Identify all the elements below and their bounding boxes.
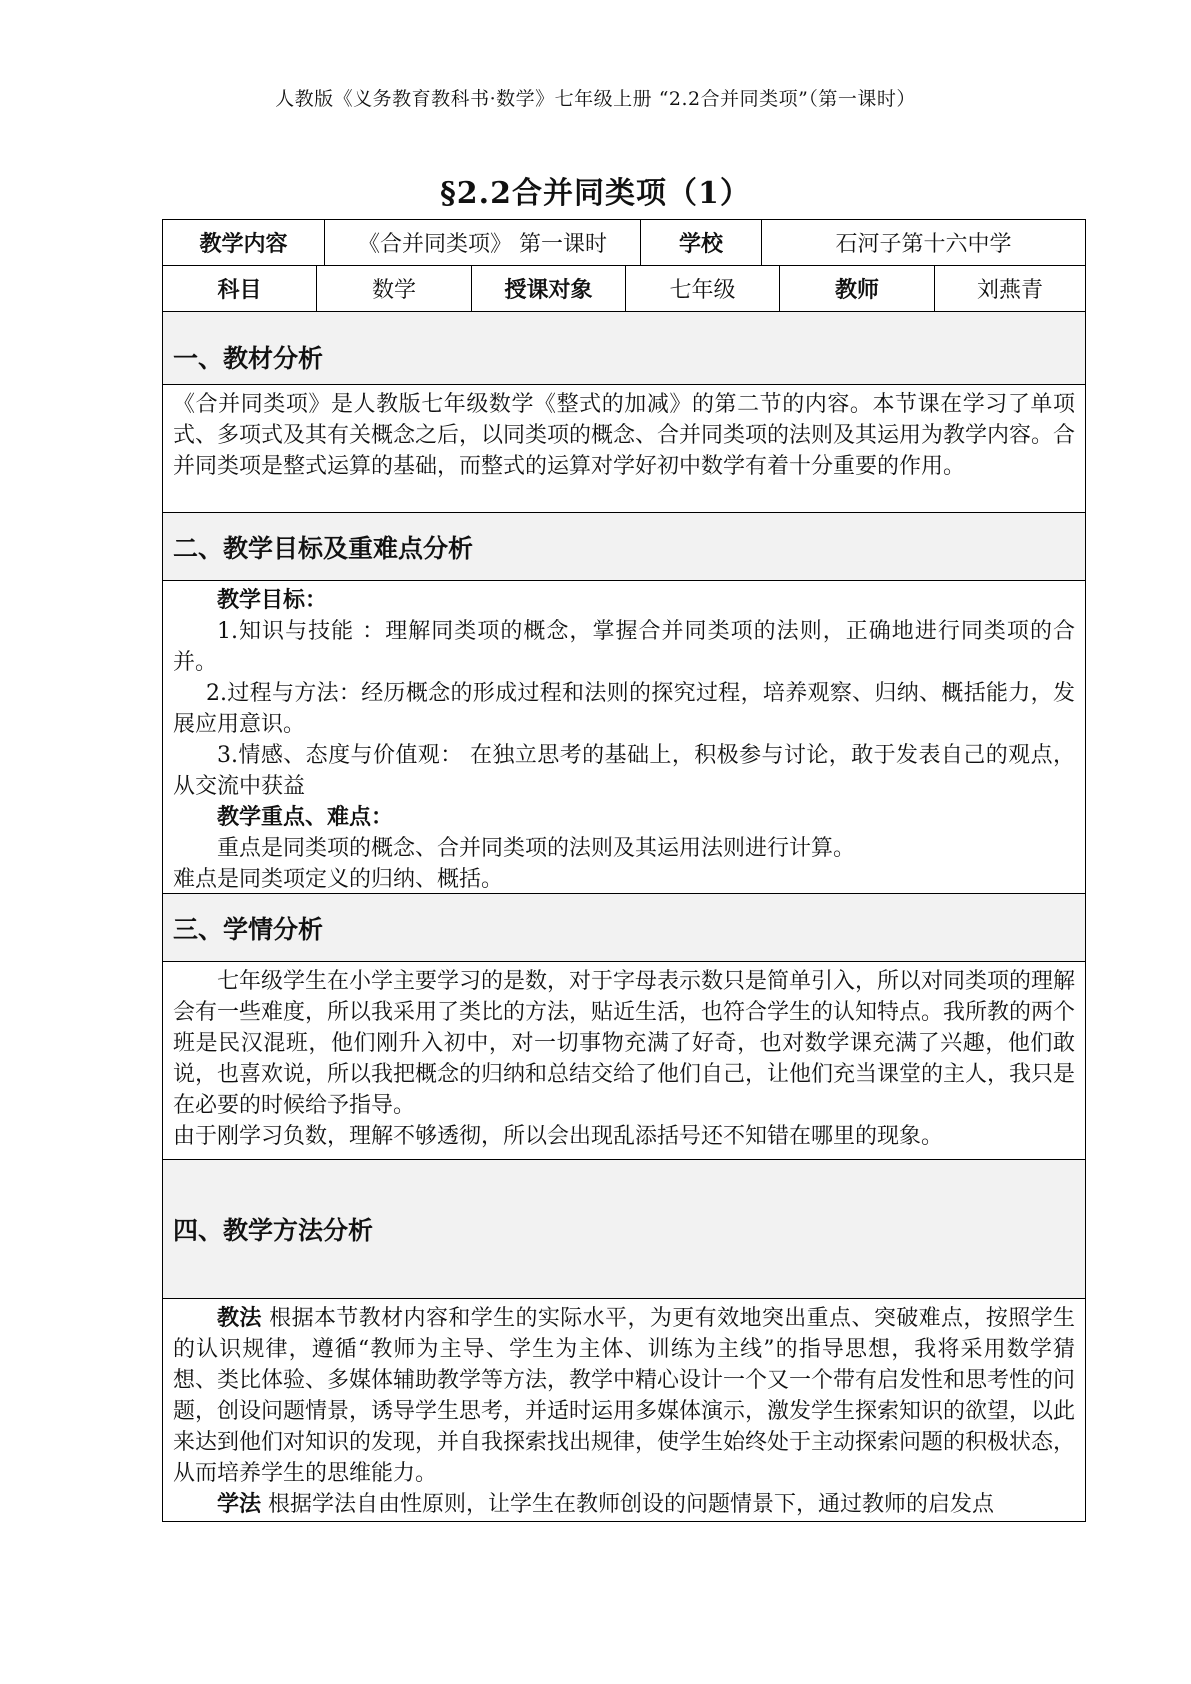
audience-value: 七年级: [626, 266, 780, 311]
section-heading-1: 一、教材分析: [162, 311, 1086, 384]
goal-process: 2.过程与方法：经历概念的形成过程和法则的探究过程，培养观察、归纳、概括能力，发展应用意识。: [173, 681, 1075, 737]
subject-label: 科目: [163, 266, 317, 311]
key-points-label: 教学重点、难点：: [217, 804, 394, 830]
student-analysis-para-2: 由于刚学习负数，理解不够透彻，所以会出现乱添括号还不知错在哪里的现象。: [173, 1124, 944, 1149]
key-point-text: 重点是同类项的概念、合并同类项的法则及其运用法则进行计算。: [217, 836, 856, 861]
running-header: 人教版《义务教育教科书·数学》七年级上册 “2.2合并同类项”（第一课时）: [275, 88, 916, 110]
goals-label: 教学目标：: [217, 587, 328, 613]
textbook-analysis-text: 《合并同类项》是人教版七年级数学《整式的加减》的第二节的内容。本节课在学习了单项式、多项式及其有关概念之后，以同类项的概念、合并同类项的法则及其运用为教学内容。合并同类项是整式运算的基础，而整式的运算对学好初中数学有着十分重要的作用。: [173, 392, 1076, 479]
goal-attitude: 3.情感、态度与价值观： 在独立思考的基础上，积极参与讨论，敢于发表自己的观点，从交流中获益: [173, 743, 1075, 799]
teaching-method-label: 教法: [217, 1305, 262, 1331]
section-heading-3: 三、学情分析: [162, 893, 1086, 961]
student-analysis-para-1: 七年级学生在小学主要学习的是数，对于字母表示数只是简单引入，所以对同类项的理解会有一些难度，所以我采用了类比的方法，贴近生活，也符合学生的认知特点。我所教的两个班是民汉混班，他们刚升入初中，对一切事物充满了好奇，也对数学课充满了兴趣，他们敢说，也喜欢说，所以我把概念的归纳和总结交给了他们自己，让他们充当课堂的主人，我只是在必要的时候给予指导。: [173, 969, 1076, 1118]
learning-method-label: 学法: [217, 1491, 262, 1517]
learning-method-text: 根据学法自由性原则，让学生在教师创设的问题情景下，通过教师的启发点: [261, 1492, 995, 1517]
section-body-1: [162, 384, 1086, 512]
teacher-value: 刘燕青: [976, 278, 1043, 303]
content-label: 教学内容: [163, 220, 325, 265]
audience-label: 授课对象: [472, 266, 626, 311]
difficult-point-text: 难点是同类项定义的归纳、概括。: [173, 867, 504, 892]
school-label: 学校: [641, 220, 762, 265]
teaching-method-para: [173, 1303, 1075, 1489]
content-value: 《合并同类项》 第一课时: [325, 220, 641, 265]
lesson-plan-table: [162, 219, 1086, 1522]
teaching-method-text: 根据本节教材内容和学生的实际水平，为更有效地突出重点、突破难点，按照学生的认识规律，遵循“教师为主导、学生为主体、训练为主线”的指导思想，我将采用数学猜想、类比体验、多媒体辅助教学等方法，教学中精心设计一个又一个带有启发性和思考性的问题，创设问题情景，诱导学生思考，并适时运用多媒体演示，激发学生探索知识的欲望，以此来达到他们对知识的发现，并自我探索找出规律，使学生始终处于主动探索问题的积极状态，从而培养学生的思维能力。: [173, 1306, 1076, 1486]
section-body-2: [162, 580, 1086, 893]
section-heading-4: 四、教学方法分析: [162, 1159, 1086, 1298]
section-body-3: [162, 961, 1086, 1159]
subject-value: 数学: [317, 266, 472, 311]
info-row-1: [162, 219, 1086, 265]
teacher-label: 教师: [780, 266, 935, 311]
document-title: §2.2合并同类项（1）: [440, 176, 751, 211]
learning-method-para: [173, 1489, 1075, 1520]
section-heading-2: 二、教学目标及重难点分析: [162, 512, 1086, 580]
goal-knowledge: 1.知识与技能 ：理解同类项的概念，掌握合并同类项的法则，正确地进行同类项的合并。: [173, 619, 1075, 675]
school-value: 石河子第十六中学: [835, 232, 1012, 257]
info-row-2: [162, 265, 1086, 311]
section-body-4: [162, 1298, 1086, 1522]
